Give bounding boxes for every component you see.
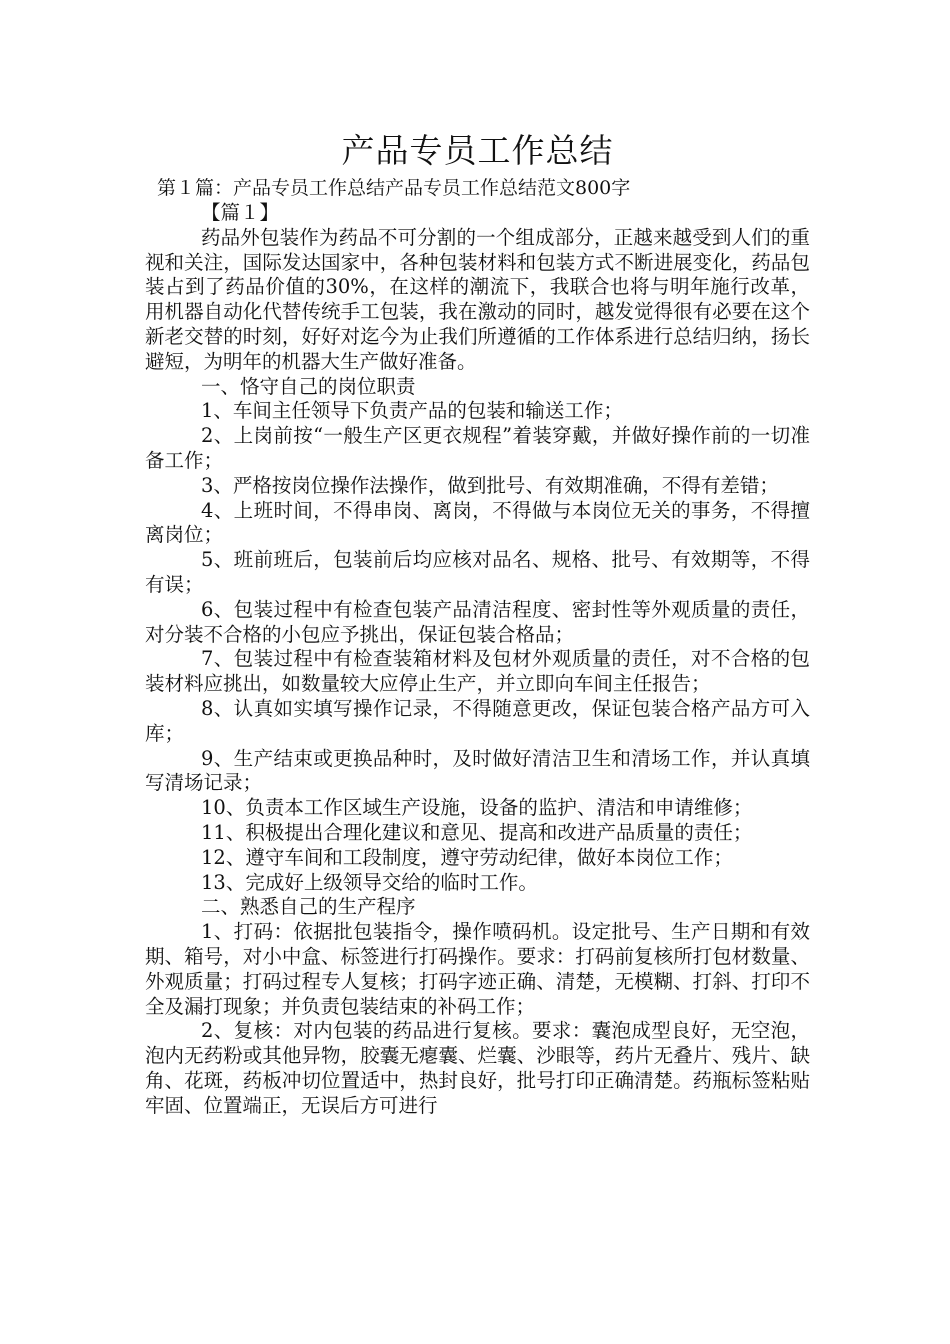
section-tag: 【篇１】 xyxy=(201,201,280,224)
duty-item: 11、积极提出合理化建议和意见、提高和改进产品质量的责任； xyxy=(201,820,753,844)
duty-item: 2、上岗前按“一般生产区更衣规程”着装穿戴，并做好操作前的一切准备工作； xyxy=(145,424,810,472)
duty-item: 10、负责本工作区域生产设施，设备的监护、清洁和申请维修； xyxy=(201,796,753,820)
document-title: 产品专员工作总结 xyxy=(341,131,614,170)
procedure-item: 2、复核：对内包装的药品进行复核。要求：囊泡成型良好，无空泡，泡内无药粉或其他异物，胶囊无瘪囊、烂囊、沙眼等，药片无叠片、残片、缺角、花斑，药板冲切位置适中，热封良好，批号打印正确清楚。药瓶标签粘贴牢固、位置端正，无误后方可进行 xyxy=(145,1019,810,1117)
duty-item: 9、生产结束或更换品种时，及时做好清洁卫生和清场工作，并认真填写清场记录； xyxy=(145,746,810,795)
duty-item: 1、车间主任领导下负责产品的包装和输送工作； xyxy=(201,399,623,423)
procedure-item: 1、打码：依据批包装指令，操作喷码机。设定批号、生产日期和有效期、箱号，对小中盒、标签进行打码操作。要求：打码前复核所打包材数量、外观质量；打码过程专人复核；打码字迹正确、清楚，无模糊、打斜、打印不全及漏打现象；并负责包装结束的补码工作； xyxy=(145,920,810,1018)
section-heading-procedures: 二、熟悉自己的生产程序 xyxy=(201,895,416,919)
duty-item: 6、包装过程中有检查包装产品清洁程度、密封性等外观质量的责任，对分装不合格的小包应予挑出，保证包装合格品； xyxy=(145,597,810,646)
duty-item: 7、包装过程中有检查装箱材料及包材外观质量的责任，对不合格的包装材料应挑出，如数量较大应停止生产，并立即向车间主任报告； xyxy=(145,647,810,696)
document-subtitle: 第１篇：产品专员工作总结产品专员工作总结范文800字 xyxy=(157,177,631,199)
document-page xyxy=(145,128,810,1118)
duty-item: 12、遵守车间和工段制度，遵守劳动纪律，做好本岗位工作； xyxy=(201,845,733,869)
intro-paragraph: 药品外包装作为药品不可分割的一个组成部分，正越来越受到人们的重视和关注，国际发达国家中，各种包装材料和包装方式不断进展变化，药品包装占到了药品价值的30%，在这样的潮流下，我联合也将与明年施行改革，用机器自动化代替传统手工包装，我在激动的同时，越发觉得很有必要在这个新老交替的时刻，好好对迄今为止我们所遵循的工作体系进行总结归纳，扬长避短，为明年的机器大生产做好准备。 xyxy=(145,225,810,373)
duty-item: 5、班前班后，包装前后均应核对品名、规格、批号、有效期等，不得有误； xyxy=(145,548,810,596)
duty-item: 4、上班时间，不得串岗、离岗，不得做与本岗位无关的事务，不得擅离岗位； xyxy=(145,498,810,547)
duty-item: 3、严格按岗位操作法操作，做到批号、有效期准确，不得有差错； xyxy=(201,473,779,497)
section-heading-duties: 一、恪守自己的岗位职责 xyxy=(201,374,416,398)
duty-item: 8、认真如实填写操作记录，不得随意更改，保证包装合格产品方可入库； xyxy=(145,696,810,745)
duty-item: 13、完成好上级领导交给的临时工作。 xyxy=(201,870,538,894)
